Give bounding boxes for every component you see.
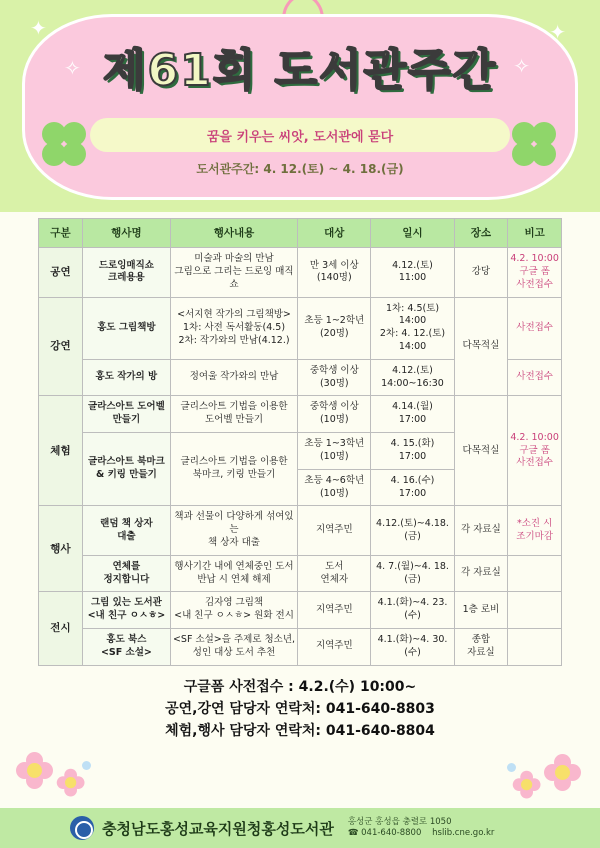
notice-block [0, 676, 600, 743]
table-row [39, 297, 562, 359]
cell-datetime: 4.12.(토) 11:00 [371, 248, 454, 297]
cell-datetime: 4.12.(토)~4.18.(금) [371, 506, 454, 555]
cell-place: 각 자료실 [454, 506, 508, 555]
sparkle-icon: ✧ [513, 54, 530, 78]
header-gubun: 구분 [39, 219, 83, 248]
cell-datetime: 4.1.(화)~4. 23.(수) [371, 592, 454, 629]
sparkle-icon: ✧ [64, 56, 81, 80]
cell-datetime: 4. 7.(월)~4. 18.(금) [371, 555, 454, 592]
dot-decoration [507, 763, 516, 772]
header-name: 행사명 [82, 219, 170, 248]
poster-title: 제61회 도서관주간 [102, 45, 498, 96]
cell-gubun: 체험 [39, 396, 83, 506]
cell-event-name: 글라스아트 도어벨 만들기 [82, 396, 170, 433]
table-row [39, 555, 562, 592]
cell-gubun: 강연 [39, 297, 83, 396]
sparkle-icon: ✦ [549, 20, 566, 44]
footer-organization: 충청남도홍성교육지원청홍성도서관 [102, 819, 334, 838]
notice-line-contact1: 공연,강연 담당자 연락처: 041-640-8803 [165, 701, 435, 718]
flower-icon [544, 754, 582, 792]
cell-target: 도서 연체자 [298, 555, 371, 592]
cell-place: 강당 [454, 248, 508, 297]
cell-target: 지역주민 [298, 506, 371, 555]
dot-decoration [82, 761, 91, 770]
footer-contact [348, 817, 495, 840]
cell-note: 사전접수 [508, 359, 562, 396]
cell-target: 지역주민 [298, 592, 371, 629]
cell-gubun: 공연 [39, 248, 83, 297]
footer-tel: ☎ 041-640-8800 [347, 828, 422, 838]
cell-event-name: 홍도 작가의 방 [82, 359, 170, 396]
cell-event-content: 미술과 마술의 만남 그림으로 그리는 드로잉 매직쇼 [170, 248, 297, 297]
flower-icon [16, 752, 54, 790]
cell-event-content: 글리스아트 기법을 이용한 도어벨 만들기 [170, 396, 297, 433]
cell-note: 4.2. 10:00 구글 폼 사전접수 [508, 248, 562, 297]
cell-note [508, 592, 562, 629]
program-table-wrapper [0, 212, 600, 666]
cell-target: 중학생 이상 (10명) [298, 396, 371, 433]
cell-place: 종합 자료실 [454, 629, 508, 666]
cell-event-content: <SF 소설>을 주제로 청소년, 성인 대상 도서 추천 [170, 629, 297, 666]
cell-datetime: 1차: 4.5(토) 14:00 2차: 4. 12.(토) 14:00 [371, 297, 454, 359]
header-note: 비고 [508, 219, 562, 248]
cell-place: 1층 로비 [454, 592, 508, 629]
cell-event-name: 홍도 북스 <SF 소설> [82, 629, 170, 666]
cell-target: 중학생 이상 (30명) [298, 359, 371, 396]
cell-datetime: 4. 16.(수) 17:00 [371, 469, 454, 506]
cell-event-name: 연체를 정지합니다 [82, 555, 170, 592]
poster-subtitle-text: 꿈을 키우는 씨앗, 도서관에 묻다 [206, 129, 394, 145]
cell-gubun: 전시 [39, 592, 83, 665]
cell-place: 다목적실 [454, 396, 508, 506]
table-row [39, 248, 562, 297]
cell-datetime: 4. 15.(화) 17:00 [371, 433, 454, 470]
cell-event-content: 정여울 작가와의 만남 [170, 359, 297, 396]
cell-event-content: <서지현 작가의 그림책방> 1차: 사전 독서활동(4.5) 2차: 작가와의 만남(4.12.) [170, 297, 297, 359]
cell-target: 초등 1~3학년 (10명) [298, 433, 371, 470]
header-target: 대상 [298, 219, 371, 248]
poster-banner [0, 0, 600, 212]
cell-target: 만 3세 이상 (140명) [298, 248, 371, 297]
table-row [39, 629, 562, 666]
footer-bar [0, 808, 600, 848]
cell-event-content: 김자영 그림책 <내 친구 ㅇㅅㅎ> 원화 전시 [170, 592, 297, 629]
flower-icon [513, 771, 542, 800]
cell-note: *소진 시 조기마감 [508, 506, 562, 555]
cell-target: 초등 1~2학년 (20명) [298, 297, 371, 359]
cell-target: 지역주민 [298, 629, 371, 666]
cell-place: 각 자료실 [454, 555, 508, 592]
table-body [39, 248, 562, 666]
cell-datetime: 4.14.(월) 17:00 [371, 396, 454, 433]
poster-subtitle [90, 118, 510, 152]
cell-event-name: 드로잉매직쇼 크레용용 [82, 248, 170, 297]
sparkle-icon: ✦ [30, 16, 47, 40]
cell-event-name: 그림 있는 도서관 <내 친구 ㅇㅅㅎ> [82, 592, 170, 629]
cell-event-content: 책과 선물이 다양하게 섞여있는 책 상자 대출 [170, 506, 297, 555]
cell-gubun: 행사 [39, 506, 83, 592]
table-header-row [39, 219, 562, 248]
table-row [39, 592, 562, 629]
table-row [39, 506, 562, 555]
flower-icon [57, 769, 86, 798]
footer-site: hslib.cne.go.kr [432, 828, 495, 838]
cell-place: 다목적실 [454, 297, 508, 396]
footer-address: 홍성군 홍성읍 충렬로 1050 [347, 816, 452, 827]
cell-datetime: 4.1.(화)~4. 30.(수) [371, 629, 454, 666]
library-logo-icon [70, 816, 94, 840]
program-table [38, 218, 562, 666]
header-place: 장소 [454, 219, 508, 248]
table-row [39, 396, 562, 433]
cell-event-name: 랜덤 책 상자 대출 [82, 506, 170, 555]
cell-event-content: 글리스아트 기법을 이용한 북마크, 키링 만들기 [170, 433, 297, 506]
cell-event-content: 행사기간 내에 연체중인 도서 반납 시 연체 해제 [170, 555, 297, 592]
cell-target: 초등 4~6학년 (10명) [298, 469, 371, 506]
poster-period: 도서관주간: 4. 12.(토) ~ 4. 18.(금) [196, 162, 404, 176]
cell-note: 4.2. 10:00 구글 폼 사전접수 [508, 396, 562, 506]
cell-note [508, 555, 562, 592]
notice-line-signup: 구글폼 사전접수 : 4.2.(수) 10:00~ [183, 678, 417, 695]
cell-event-name: 글라스아트 북마크 & 키링 만들기 [82, 433, 170, 506]
cell-note [508, 629, 562, 666]
header-content: 행사내용 [170, 219, 297, 248]
notice-line-contact2: 체험,행사 담당자 연락처: 041-640-8804 [165, 723, 435, 740]
cell-event-name: 홍도 그림책방 [82, 297, 170, 359]
cell-note: 사전접수 [508, 297, 562, 359]
cell-datetime: 4.12.(토) 14:00~16:30 [371, 359, 454, 396]
header-date: 일시 [371, 219, 454, 248]
